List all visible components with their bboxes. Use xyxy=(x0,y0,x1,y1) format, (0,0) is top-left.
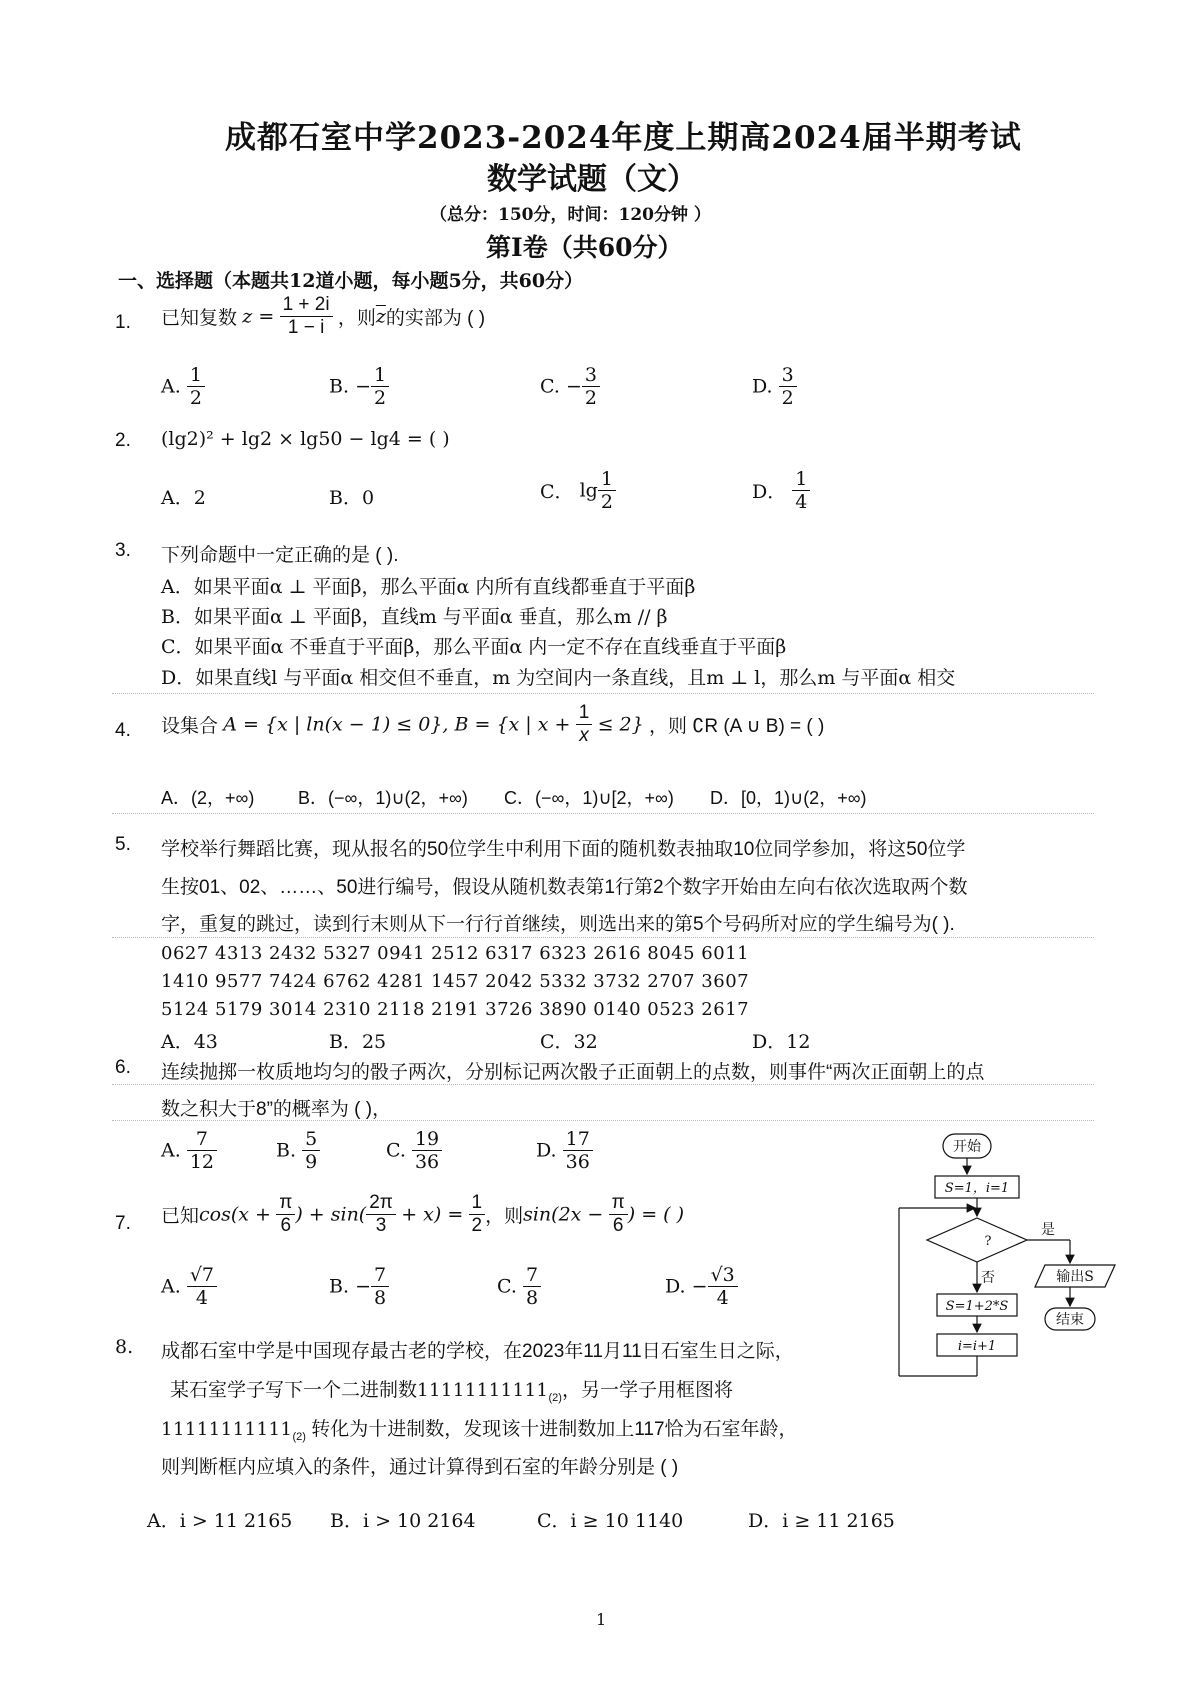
flowchart xyxy=(890,1130,1130,1390)
q8-line-4: 则判断框内应填入的条件，通过计算得到石室的年龄分别是 ( ) xyxy=(161,1457,679,1478)
q7-number: 7. xyxy=(115,1213,131,1234)
q3-stem: 下列命题中一定正确的是 ( ). xyxy=(161,545,399,566)
q8-option-b: B．i > 10 2164 xyxy=(330,1510,476,1532)
q1-pre: 已知复数 xyxy=(161,308,238,329)
q1-option-d: D. $\frac{3}{2}$ xyxy=(752,364,797,409)
flowchart-end-label: 结束 xyxy=(1056,1312,1084,1328)
q7-option-c: C. $\frac{7}{8}$ xyxy=(497,1264,541,1309)
exam-title: 成都石室中学2023-2024年度上期高2024届半期考试 xyxy=(225,120,1022,156)
flowchart-update-s-label: S=1+2*S xyxy=(945,1299,1009,1314)
divider xyxy=(112,1120,1094,1121)
q4-option-a: A．(2，+∞) xyxy=(161,788,255,808)
q1-stem xyxy=(161,294,485,339)
q6-option-d: D. $\frac{17}{36}$ xyxy=(536,1128,593,1173)
q5-number: 5. xyxy=(115,834,131,855)
q2-option-c: C． lg $\frac{1}{2}$ xyxy=(540,468,616,513)
q2-option-a: A．2 xyxy=(161,487,206,509)
q4-option-c: C．(−∞，1)∪[2，+∞) xyxy=(504,788,674,808)
q7-option-a: A. $\frac{√7}{4}$ xyxy=(161,1264,217,1309)
q6-line-1: 连续抛掷一枚质地均匀的骰子两次，分别标记两次骰子正面朝上的点数，则事件“两次正面朝上的点 xyxy=(161,1062,985,1083)
q5-option-d: D．12 xyxy=(752,1031,811,1053)
q1-frac-num: 1 + 2i xyxy=(282,294,330,315)
divider xyxy=(112,693,1094,694)
q8-option-d: D．i ≥ 11 2165 xyxy=(748,1510,895,1532)
q6-option-b: B. $\frac{5}{9}$ xyxy=(276,1128,320,1173)
exam-subtitle: 数学试题（文） xyxy=(487,162,697,197)
exam-meta: （总分：150分，时间：120分钟 ） xyxy=(430,205,711,225)
q4-option-d: D．[0，1)∪(2，+∞) xyxy=(710,788,867,808)
volume-heading: 第Ⅰ卷（共60分） xyxy=(486,233,683,262)
flowchart-yes-label: 是 xyxy=(1041,1222,1055,1238)
q4-stem: 设集合 A = {x | ln(x − 1) ≤ 0}, B = {x | x + $\frac{1}{x}$ ≤ 2} ，则 ∁R (A ∪ B) = ( ) xyxy=(161,702,825,746)
q1-z: z = xyxy=(242,305,275,328)
q6-line-2: 数之积大于8”的概率为 ( )， xyxy=(161,1099,392,1120)
q4-sets: A = {x | ln(x − 1) ≤ 0}, B = {x | x + xyxy=(223,713,571,736)
q5-option-b: B．25 xyxy=(329,1031,387,1053)
q1-post-b: 的实部为 ( ) xyxy=(385,308,486,329)
random-table-row-2: 1410 9577 7424 6762 4281 1457 2042 5332 3732 2707 3607 xyxy=(161,971,750,992)
random-table-row-3: 5124 5179 3014 2310 2118 2191 3726 3890 0140 0523 2617 xyxy=(161,999,750,1020)
q8-number: 8. xyxy=(115,1336,134,1358)
q5-line-1: 学校举行舞蹈比赛，现从报名的50位学生中利用下面的随机数表抽取10位同学参加，将这50位学 xyxy=(161,839,966,860)
q1-option-a: A. $\frac{1}{2}$ xyxy=(161,364,205,409)
q8-line-3: $11111111111_{(2)}$ 转化为十进制数，发现该十进制数加上117恰为石室年龄， xyxy=(161,1419,798,1443)
q2-option-d: D． $\frac{1}{4}$ xyxy=(752,468,810,513)
q7-option-d: D. − $\frac{√3}{4}$ xyxy=(665,1264,738,1309)
q6-option-c: C. $\frac{19}{36}$ xyxy=(386,1128,442,1173)
q2-expression: (lg2)² + lg2 × lg50 − lg4 = ( ) xyxy=(161,428,450,450)
q3-option-d: D．如果直线l 与平面α 相交但不垂直，m 为空间内一条直线，且m ⊥ l，那么m 与平面α 相交 xyxy=(161,667,956,689)
q5-line-3: 字，重复的跳过，读到行末则从下一行行首继续，则选出来的第5个号码所对应的学生编号为( ). xyxy=(161,914,955,935)
q1-option-c: C. − $\frac{3}{2}$ xyxy=(540,364,600,409)
random-table-row-1: 0627 4313 2432 5327 0941 2512 6317 6323 2616 8045 6011 xyxy=(161,943,750,964)
flowchart-update-i-label: i=i+1 xyxy=(957,1339,997,1354)
q6-option-a: A. $\frac{7}{12}$ xyxy=(161,1128,217,1173)
q1-number: 1. xyxy=(115,312,131,333)
q1-frac-den: 1 − i xyxy=(280,316,333,339)
flowchart-start-label: 开始 xyxy=(953,1139,981,1155)
section-heading: 一、选择题（本题共12道小题，每小题5分，共60分） xyxy=(118,270,584,292)
q3-option-c: C．如果平面α 不垂直于平面β，那么平面α 内一定不存在直线垂直于平面β xyxy=(161,636,787,658)
q3-number: 3. xyxy=(115,540,131,561)
q1-fraction xyxy=(280,294,333,339)
q1-zbar: $\overline{z}$ xyxy=(375,305,386,328)
q3-option-a: A．如果平面α ⊥ 平面β，那么平面α 内所有直线都垂直于平面β xyxy=(161,576,696,598)
q4-number: 4. xyxy=(115,720,131,741)
q5-line-2: 生按01、02、……、50进行编号，假设从随机数表第1行第2个数字开始由左向右依次选取两个数 xyxy=(161,877,968,898)
q2-number: 2. xyxy=(115,430,131,451)
divider xyxy=(112,1084,1094,1085)
q5-option-a: A．43 xyxy=(161,1031,218,1053)
flowchart-condition-label: ? xyxy=(984,1234,992,1249)
q7-stem: 已知cos(x + $\frac{\pi}{6}$ ) + sin( $\frac{2\pi}{3}$ + x) = $\frac{1}{2}$ ，则sin(2x − $\frac{\pi}{6}$ ) = ( ) xyxy=(161,1192,685,1236)
q6-number: 6. xyxy=(115,1057,131,1078)
q1-post-a: ，则 xyxy=(337,308,376,329)
flowchart-init-label: S=1，i=1 xyxy=(944,1181,1010,1196)
q5-option-c: C．32 xyxy=(540,1031,598,1053)
page-number: 1 xyxy=(596,1610,607,1629)
q8-line-1: 成都石室中学是中国现存最古老的学校，在2023年11月11日石室生日之际， xyxy=(161,1341,794,1362)
q8-option-c: C．i ≥ 10 1140 xyxy=(537,1510,684,1532)
q8-option-a: A．i > 11 2165 xyxy=(147,1510,293,1532)
flowchart-output-label: 输出S xyxy=(1056,1269,1094,1285)
q8-line-2: 某石室学子写下一个二进制数$11111111111_{(2)}$，另一学子用框图将 xyxy=(170,1380,733,1404)
divider xyxy=(112,937,1094,938)
flowchart-no-label: 否 xyxy=(981,1270,995,1286)
q4-option-b: B．(−∞，1)∪(2，+∞) xyxy=(298,788,468,808)
q3-option-b: B．如果平面α ⊥ 平面β，直线m 与平面α 垂直，那么m // β xyxy=(161,606,668,628)
divider xyxy=(112,813,1094,814)
q1-option-b: B. − $\frac{1}{2}$ xyxy=(329,364,389,409)
q2-option-b: B．0 xyxy=(329,487,375,509)
flowchart-condition-node xyxy=(927,1218,1027,1262)
q7-option-b: B. − $\frac{7}{8}$ xyxy=(329,1264,389,1309)
